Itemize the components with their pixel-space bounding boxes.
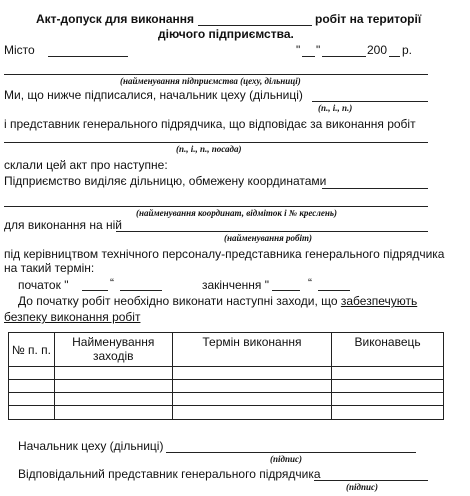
header-term: Термін виконання: [172, 333, 332, 367]
end-day-blank: [272, 290, 300, 291]
table-cell: [172, 393, 332, 406]
city-blank: [48, 56, 128, 57]
table-row: [9, 406, 444, 420]
title-work-blank: [198, 25, 312, 26]
date-year: 200: [367, 43, 388, 57]
title-line2: діючого підприємства.: [158, 27, 294, 41]
chief-signature-blank: [166, 452, 416, 453]
measures-text-c: безпеку виконання робіт: [4, 310, 141, 324]
header-executor: Виконавець: [332, 333, 444, 367]
table-cell: [172, 367, 332, 380]
table-cell: [54, 393, 172, 406]
measures-text-a: До початку робіт необхідно виконати наступні заходи, що: [18, 294, 338, 308]
supervision-text-2: на такий термін:: [4, 261, 95, 275]
title-line1-b: робіт на території: [315, 12, 422, 26]
table-row: [9, 380, 444, 393]
undersigned-text: Ми, що нижче підписалися, начальник цеху (дільниці): [4, 88, 303, 102]
enterprise-blank: [4, 74, 428, 75]
rep-signature-label: Відповідальний представник генерального підрядчика: [18, 467, 321, 481]
rep-signature-caption: (підпис): [346, 482, 378, 492]
date-quote-open: ": [296, 43, 301, 57]
representative-blank: [4, 142, 428, 143]
act-text: склали цей акт про наступне:: [4, 158, 168, 172]
date-quote-close: ": [316, 43, 321, 57]
table-cell: [172, 380, 332, 393]
title-line1-a: Акт-допуск для виконання: [36, 12, 195, 26]
coords-text: Підприємство виділяє дільницю, обмежену координатами: [4, 174, 327, 188]
date-year-suffix: р.: [402, 43, 413, 57]
representative-text: і представник генерального підрядчика, що відповідає за виконання робіт: [4, 117, 416, 131]
table-cell: [332, 380, 444, 393]
measures-text-b: забезпечують: [340, 294, 418, 308]
work-caption: (найменування робіт): [224, 233, 312, 243]
chief-signature-label: Начальник цеху (дільниці): [18, 439, 164, 453]
end-month-blank: [318, 290, 350, 291]
work-blank: [116, 231, 428, 232]
table-header-row: [9, 333, 444, 367]
rep-signature-blank: [314, 480, 428, 481]
coords-blank-2: [4, 206, 428, 207]
chief-signature-caption: (підпис): [270, 454, 302, 464]
measures-text: [18, 294, 417, 308]
table-row: [9, 393, 444, 406]
city-label: Місто: [4, 43, 35, 57]
table-cell: [54, 380, 172, 393]
date-day-blank: [302, 56, 315, 57]
date-month-blank: [322, 56, 366, 57]
table-row: [9, 367, 444, 380]
header-measure-name: Найменування заходів: [54, 333, 172, 367]
enterprise-caption: (найменування підприємства (цеху, дільниці): [120, 76, 301, 86]
start-day-blank: [82, 290, 108, 291]
start-month-blank: [120, 290, 162, 291]
table-cell: [332, 393, 444, 406]
table-cell: [172, 406, 332, 420]
end-label: закінчення ": [202, 278, 269, 292]
table-cell: [9, 406, 55, 420]
coords-blank-1: [322, 188, 428, 189]
supervision-text-1: під керівництвом технічного персоналу-представника генерального підрядчика: [4, 247, 445, 261]
table-cell: [332, 406, 444, 420]
coords-caption: (найменування координат, відміток і № креслень): [136, 208, 338, 218]
table-cell: [9, 367, 55, 380]
start-label: початок ": [18, 278, 69, 292]
representative-caption: (п., і., п., посада): [176, 144, 242, 154]
table-cell: [54, 406, 172, 420]
chief-name-blank: [312, 101, 428, 102]
measures-table: [8, 332, 444, 420]
table-cell: [54, 367, 172, 380]
table-cell: [9, 380, 55, 393]
chief-name-caption: (п., і., п.): [318, 103, 353, 113]
start-quote: “: [110, 276, 114, 290]
work-text: для виконання на ній: [4, 218, 122, 232]
end-quote: “: [308, 276, 312, 290]
header-number: № п. п.: [9, 333, 55, 367]
table-cell: [332, 367, 444, 380]
date-year-blank: [389, 56, 400, 57]
table-cell: [9, 393, 55, 406]
